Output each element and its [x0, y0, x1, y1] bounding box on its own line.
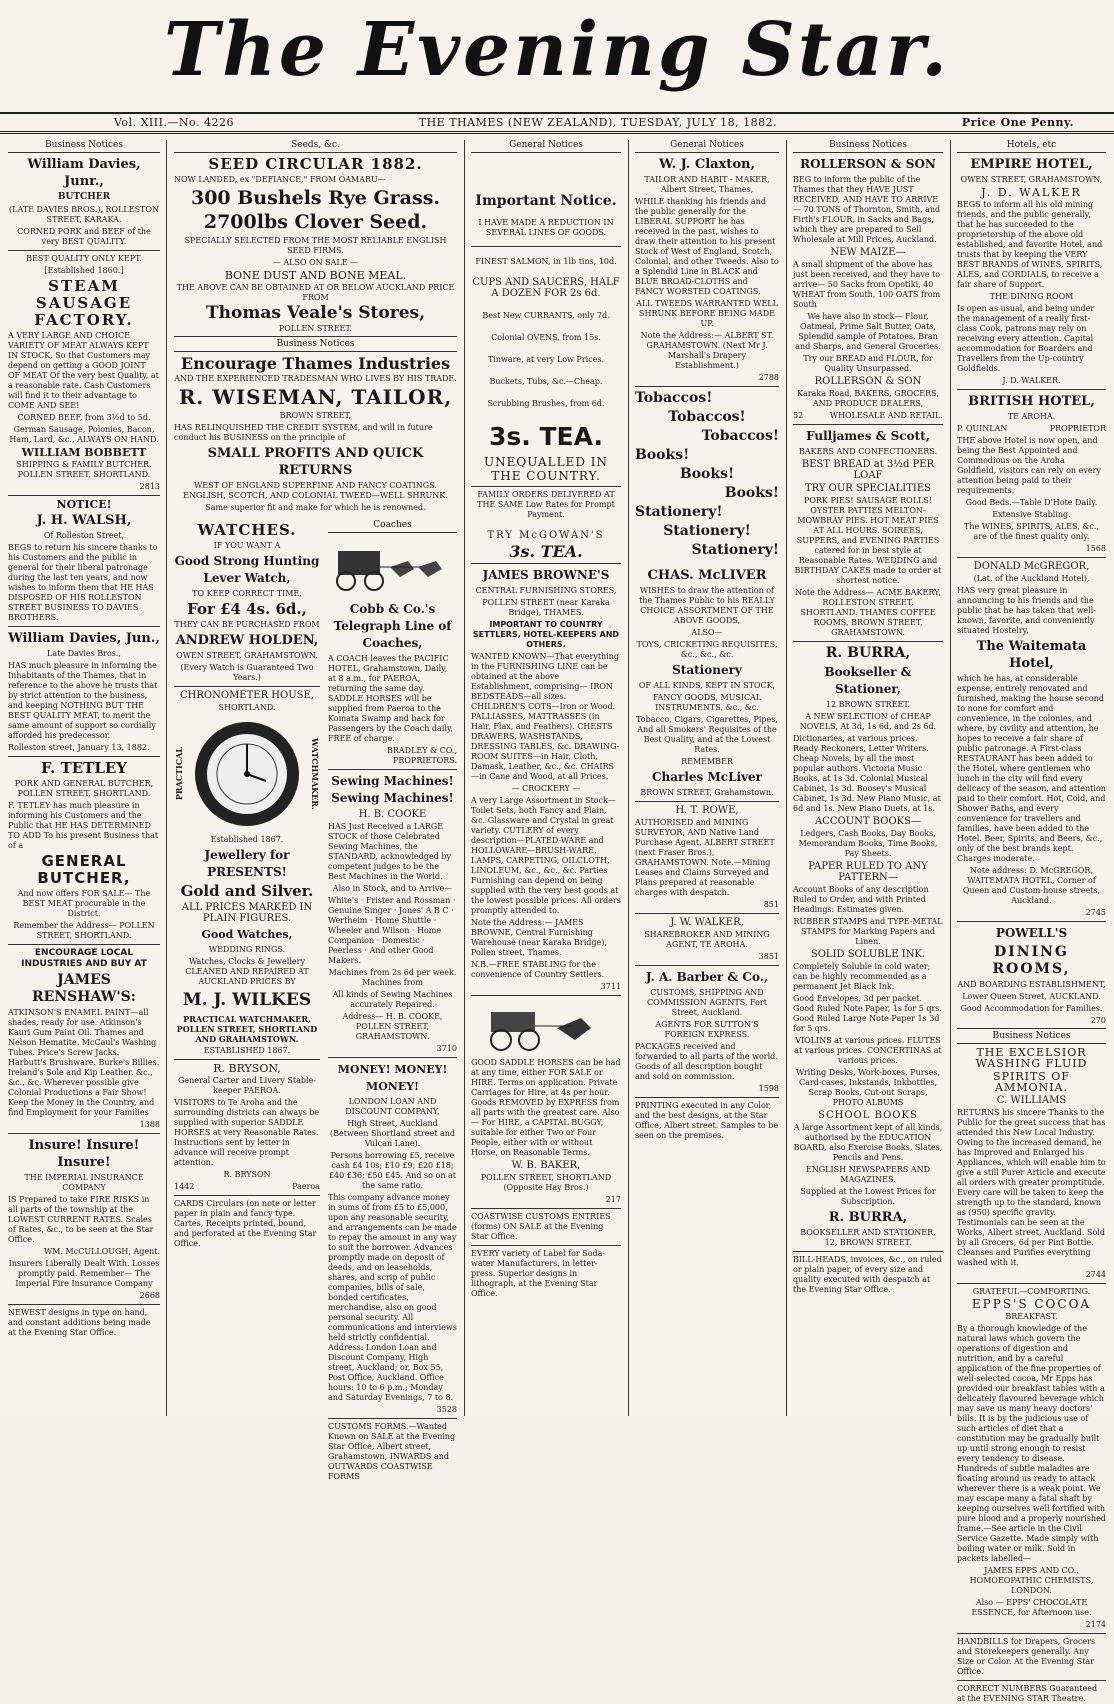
advertiser-name: J. W. WALKER, [670, 917, 744, 928]
ad-address: Note the Address— ACME BAKERY, ROLLESTON STREET, SHORTLAND. THAMES COFFEE ROOMS, BROWN STREET, GRAHAMSTOWN. [795, 588, 941, 637]
ad-number: 3710 [436, 1044, 457, 1053]
ad-number: 2745 [1085, 908, 1106, 917]
ad-body: White's · Frister and Rossman · Genuine Singer · Jones' A B C · Wertheim · Home Shuttle · Wheeler and Wilson · Home Companion · Domestic · Peerless · And other Good Makers. [328, 896, 456, 965]
ad-subheading: (Lat. of the Auckland Hotel), [973, 574, 1090, 583]
ad-heading: Good Strong Hunting Lever Watch, [174, 554, 320, 585]
clock-dial-icon [192, 719, 302, 829]
ad-body: A VERY LARGE AND CHOICE VARIETY OF MEAT ALWAYS KEPT IN STOCK, So that Customers may depend on getting a GOOD JOINT OF MEAT Of the very best Quality, at a reasonable rate. Cash Customers will find it to their advantage to COME AND SEE! [8, 331, 159, 410]
ad-line: Machines from 2s 6d per week. Machines from [328, 968, 457, 987]
ad-line: FINEST SALMON, in 1lb tins, 10d. [475, 257, 617, 266]
ad-body: CUSTOMS FORMS.—Wanted Known on SALE at the Evening Star Office, Albert street, Grahamstown, INWARDS and OUTWARDS COASTWISE FORMS [328, 1422, 456, 1481]
ad-line: TO KEEP CORRECT TIME, [192, 589, 302, 598]
ad-line: German Sausage, Polonies, Bacon, Ham, Lard, &c., ALWAYS ON HAND. [9, 425, 159, 444]
ad-line: ALSO— [691, 628, 723, 637]
columns [0, 140, 1114, 1703]
ad-body: AUTHORISED and MINING SURVEYOR, AND Native Land Purchase Agent, ALBERT STREET (next Fraser Bros.), GRAHAMSTOWN. Note.—Mining Leases and Claims Surveyed and Plans prepared at reasonable charges with despatch. [635, 818, 775, 897]
ad-price: For £4 4s. 6d., [187, 600, 307, 618]
ad-number: 2174 [1085, 1620, 1106, 1629]
ad-heading: 2700lbs Clover Seed. [203, 211, 428, 233]
ad-number: 2813 [139, 482, 160, 491]
advertiser-name: R. BRYSON, [213, 1062, 281, 1075]
ad-subheading: Of Rolleston Street, [43, 531, 125, 540]
ad-body: Dictionaries, at various prices. Ready Reckoners, Letter Writers. Cheap Novels, by all the most popular authors. Victoria Music Books, at 1s 3d. Colonial Musical Cabinet, 1s 3d. Boosey's Musical Cabinet, 1s 3d. New Piano Music, at 6d and 1s. New Piano Duets, at 1s. [793, 734, 941, 813]
ad-body: COASTWISE CUSTOMS ENTRIES (forms) ON SALE at the Evening Star Office. [471, 1212, 611, 1241]
ad-body: GOOD SADDLE HORSES can be had at any time, either FOR SALE or HIRE. Terms on application. Private Carriages for Hire, at 4s per hour. Goods REMOVED by EXPRESS from all parts with the greatest care. Also— For HIRE, a CAPITAL BUGGY, suitable for either Two or Four People, either with or without Horse, on Reasonable Terms. [471, 1058, 621, 1157]
price: Price One Penny. [961, 116, 1074, 129]
dial-label-right: WATCHMAKER. [310, 738, 320, 810]
section-header: Business Notices [957, 1028, 1106, 1044]
ad-date: Rolleston street, January 13, 1882. [8, 743, 150, 752]
ad-body: Tobacco, Cigars, Cigarettes, Pipes, And all Smokers' Requisites of the Best Quality, and at the Lowest Rates. [636, 715, 778, 754]
ad-heading: THE DINING ROOM [989, 292, 1074, 301]
advertiser-name: Charles McLiver [651, 770, 762, 784]
ad-heading: Jewellery for PRESENTS! [204, 848, 290, 879]
ad-heading: ENCOURAGE LOCAL INDUSTRIES AND BUY AT [21, 948, 147, 969]
ad-line: BONE DUST AND BONE MEAL. [224, 269, 407, 282]
ad-heading: Stationery [672, 663, 742, 677]
column-2-top [170, 140, 461, 515]
ad-established: ESTABLISHED 1867. [203, 1046, 291, 1055]
dial-label-left: PRACTICAL [174, 747, 184, 801]
ad-heading: DINING ROOMS, [992, 944, 1071, 977]
ad-body: WANTED KNOWN—That everything in the FURNISHING LINE can be obtained at the above Establishment, comprising— IRON BEDSTEADS—all sizes. CHILDREN'S COTS—Iron or Wood. PALLIASSES, MATTRASSES (in Hair, Flax, and Feathers). CHESTS DRAWERS, WASHSTANDS, DRESSING TABLES, &c. DRAWING-ROOM SUITES—in Hair, Cloth, Damask, Leather, &c., &c. CHAIRS—in Cane and Wood, at all Prices. [471, 652, 620, 781]
ad-body: Watches, Clocks & Jewellery CLEANED AND REPAIRED AT AUCKLAND PRICES BY [185, 957, 309, 986]
ad-line: RUBBER STAMPS and TYPE-METAL STAMPS for Marking Papers and Linen. [793, 917, 943, 946]
proprietor-role: PROPRIETOR [1049, 424, 1106, 433]
ad-subheading: CENTRAL FURNISHING STORES, [475, 586, 617, 595]
ad-body: Completely Soluble in cold water; can be highly recommended as a permanent Jet Black Ink. [793, 962, 931, 991]
ad-number: 52 [793, 411, 804, 420]
ad-body: CUSTOMS, SHIPPING AND COMMISSION AGENTS, Fort Street, Auckland. [647, 988, 767, 1017]
ad-body: HANDBILLS for Drapers, Grocers and Storekeepers generally. Any Size or Color. At the Evening Star Office. [957, 1637, 1096, 1676]
ad-subheading: LONDON LOAN AND DISCOUNT COMPANY, [345, 1097, 440, 1116]
ad-address: BOOKSELLER AND STATIONER, 12, BROWN STREET. [800, 1228, 936, 1247]
ad-subheading: TAILOR AND HABIT - MAKER, Albert Street, Thames, [644, 175, 770, 194]
ad-subheading: PORK AND GENERAL BUTCHER, POLLEN STREET, SHORTLAND. [14, 779, 154, 798]
ad-heading: Cobb & Co.'s Telegraph Line of Coaches, [333, 602, 452, 650]
advertiser-name: BRITISH HOTEL, [968, 394, 1095, 409]
ad-number: 3851 [758, 952, 779, 961]
ad-line: FANCY GOODS, MUSICAL INSTRUMENTS, &c., &c. [652, 693, 762, 712]
section-header: Seeds, &c. [174, 140, 457, 153]
ad-body: HAS RELINQUISHED THE CREDIT SYSTEM, and will in future conduct his BUSINESS on the principle of [174, 423, 433, 442]
section-header: Business Notices [8, 140, 160, 153]
ad-heading: Sewing Machines! Sewing Machines! [331, 774, 454, 805]
ad-body: We have also in stock— Flour, Oatmeal, Prime Salt Butter, Oats, Splendid sample of Potatoes, Bran and Sharps, and General Groceries. [795, 312, 941, 351]
ad-body: CORRECT NUMBERS Guaranteed at the EVENING STAR Theatre. [957, 1684, 1098, 1703]
ad-heading: PAPER RULED TO ANY PATTERN— [808, 861, 928, 883]
ad-subheading: — CROCKERY — [511, 784, 581, 793]
ad-address: SHIPPING & FAMILY BUTCHER, POLLEN STREET, SHORTLAND. [16, 460, 152, 479]
ad-line: OF ALL KINDS, KEPT IN STOCK, [638, 681, 776, 690]
ad-heading: Insure! Insure! Insure! [28, 1138, 140, 1170]
ad-body: ATKINSON'S ENAMEL PAINT—all shades, ready for use. Atkinson's Kauri Gum Paint Oil. Thames and Nelson Hematite. McCaul's Washing Tubes. Price's Screw Jacks. Harbutt's Brushware. Burke's Billies. Ireland's Sole and Kip Leather. &c., &c., &c. Wherever possible give Colonial Productions a Fair Show! Keep the Money in the Country, and find Employment for your Families [8, 1008, 160, 1117]
ad-heading: Stationery! [691, 542, 779, 558]
ad-heading: Good Watches, [201, 928, 293, 941]
ad-role: BUTCHER [57, 192, 111, 202]
ad-subheading: SHORTLAND. [218, 703, 276, 712]
ad-heading: Stationery! [635, 504, 723, 520]
ad-heading: EPPS'S COCOA [971, 1297, 1092, 1311]
ad-body: By a thorough knowledge of the natural laws which govern the operations of digestion and nutrition, and by a careful application of the fine properties of well-selected cocoa, Mr Epps has provided our breakfast tables with a delicately flavoured beverage which may save us many heavy doctors' bills. It is by the judicious use of such articles of diet that a constitution may be gradually built up until strong enough to resist every tendency to disease. Hundreds of subtle maladies are floating around us ready to attack wherever there is a weak point. We may escape many a fatal shaft by keeping ourselves well fortified with pure blood and a properly nourished frame.—See article in the Civil Service Gazette. Made simply with boiling water or milk. Sold in packets labelled— [957, 1324, 1106, 1563]
section-header: Hotels, etc [957, 140, 1106, 153]
ad-body: SHAREBROKER AND MINING AGENT, TE AROHA. [644, 930, 770, 949]
ad-subheading: Also in Stock, and to Arrive— [332, 884, 453, 893]
ad-body: EVERY variety of Label for Soda-water Manufacturers, in letter-press. Superior designs in lithograph, at the Evening Star Office. [471, 1249, 606, 1298]
ad-body: A small shipment of the above has just been received, and they have to arrive— 50 Sacks from Opotiki, 40 WHEAT from South, 100 OATS from South [793, 260, 941, 309]
ad-line: FAMILY ORDERS DELIVERED AT THE SAME Low Rates for Prompt Payment. [477, 490, 615, 519]
ad-line: TOYS, CRICKETING REQUISITES, &c., &c., &c. [636, 640, 778, 659]
ad-line: Tinware, at very Low Prices. [487, 355, 605, 364]
column-6 [953, 140, 1110, 1703]
ad-address: BROWN STREET, Grahamstown. [640, 788, 774, 797]
ad-address: POLLEN STREET, SHORTLAND (Opposite Hay Bros.) [480, 1173, 612, 1192]
ad-heading: SEED CIRCULAR 1882. [208, 155, 423, 173]
ad-body: PORK PIES! SAUSAGE ROLLS! OYSTER PATTIES MELTON-MOWBRAY PIES. HOT MEAT PIES AT ALL HOURS. SOIREES, SUPPERS, and EVENING PARTIES catered for in best style at Reasonable Rates. WEDDING and BIRTHDAY CAKES made to order at shortest notice. [794, 496, 942, 585]
ad-heading: 3s. TEA. [509, 542, 583, 561]
ad-line: Also — EPPS' CHOCOLATE ESSENCE, for Afternoon use. [971, 1598, 1092, 1617]
ad-heading: SOLID SOLUBLE INK. [810, 949, 926, 960]
ad-body: And now offers FOR SALE— The BEST MEAT procurable in the District. [17, 889, 151, 918]
ad-body: N.B.—FREE STABLING for the convenience of Country Settlers. [471, 960, 605, 979]
column-5 [789, 140, 947, 1416]
ad-number: 1598 [758, 1084, 779, 1093]
advertiser-name: CHAS. McLIVER [647, 568, 767, 583]
ad-signature: BRADLEY & CO., PROPRIETORS. [386, 746, 457, 765]
ad-address: OWEN STREET, GRAHAMSTOWN. [176, 651, 318, 660]
proprietor-name: P. QUINLAN [957, 424, 1008, 433]
advertiser-name: ROLLERSON & SON [814, 376, 922, 387]
ad-heading: Tobaccos! [668, 409, 746, 425]
ad-address: POLLEN STREET. [278, 324, 353, 333]
ad-line: Supplied at the Lowest Prices for Subscription. [800, 1187, 936, 1206]
ad-body: VIOLINS at various prices. FLUTES at various prices. CONCERTINAS at various prices. [794, 1036, 942, 1065]
ad-heading: ACCOUNT BOOKS— [814, 816, 921, 827]
ad-heading: CHRONOMETER HOUSE, [180, 690, 314, 701]
place-date: THE THAMES (NEW ZEALAND), TUESDAY, JULY 18, 1882. [418, 116, 778, 129]
ad-address: JAMES EPPS AND CO., HOMOEOPATHIC CHEMISTS, LONDON. [969, 1566, 1094, 1595]
ad-body: Ledgers, Cash Books, Day Books, Memorandum Books, Time Books, Pay Sheets. [798, 829, 938, 858]
ad-number: 3528 [436, 1405, 457, 1414]
ad-heading: NOTICE! [56, 498, 112, 511]
newspaper-title: The Evening Star. [164, 7, 950, 93]
ad-line: Good Accommodation for Families. [960, 1004, 1103, 1013]
ad-address: OWEN STREET, GRAHAMSTOWN, [960, 175, 1103, 184]
ad-line: ALL TWEEDS WARRANTED WELL SHRUNK BEFORE BEING MADE UP. [636, 299, 778, 328]
ad-body: A COACH leaves the PACIFIC HOTEL, Grahamstown, Daily, at 8 a.m., for PAEROA, returning the same day. SADDLE HORSES will be supplied from Paeroa to the Komata Swamp and back for Passengers by the Coach daily, FREE of charge. [328, 654, 453, 743]
advertiser-name: W. J. Claxton, [659, 157, 755, 172]
ad-body: Is open as usual, and being under the management of a really first-class Cook, patrons may rely on receiving every attention. Capital accommodation for Boarders and Travellers from the Up-country Goldfields. [957, 304, 1095, 373]
advertiser-name: WILLIAM BOBBETT [21, 446, 147, 459]
masthead [0, 0, 1114, 110]
ad-body: PACKAGES received and forwarded to all parts of the world. Goods of all description bought and sold on commission. [635, 1042, 778, 1081]
ad-line: BEST BREAD at 3½d PER LOAF [801, 459, 935, 481]
ad-line: THE ABOVE CAN BE OBTAINED AT OR BELOW AUCKLAND PRICE FROM [176, 283, 455, 302]
ad-address: Address— H. B. COOKE, POLLEN STREET, GRAHAMSTOWN. [342, 1012, 443, 1041]
ad-body: Account Books of any description Ruled to Order, and with Printed Headings: Estimates given. [793, 885, 929, 914]
ad-heading: IMPORTANT TO COUNTRY SETTLERS, HOTEL-KEEPERS AND OTHERS. [472, 620, 620, 649]
advertiser-name: POWELL'S [995, 926, 1068, 940]
ad-body: BEGS to return his sincere thanks to his Customers and the public in general for their liberal patronage during the last ten years, and now wishes to inform them that HE HAS DISPOSED OF HIS ROLLESTON STREET BUSINESS TO DAVIES BROTHERS. [8, 543, 158, 622]
ad-line: TRY OUR SPECIALITIES [804, 483, 932, 494]
ad-heading: Important Notice. [475, 193, 617, 209]
advertiser-name: H. B. COOKE [358, 809, 427, 820]
ad-body: HAS Just Received a LARGE STOCK of those Celebrated Sewing Machines, the STANDARD, acknowledged by competent judges to be the Best Machines in the World. [328, 822, 452, 881]
ad-body: PRINTING executed in any Color, and the best designs, at the Star Office, Albert street. Samples to be seen on the premises. [635, 1101, 779, 1140]
column-4 [631, 140, 783, 1416]
ad-line: CORNED PORK and BEEF of the very BEST QUALITY. [17, 227, 151, 246]
ad-line: ALL PRICES MARKED IN PLAIN FIGURES. [181, 902, 313, 924]
ad-number: 3711 [600, 982, 621, 991]
ad-number: 851 [763, 900, 779, 909]
ad-line: The WINES, SPIRITS, ALES, &c., are of the finest quality only. [964, 522, 1099, 541]
section-header: Business Notices [793, 140, 943, 153]
ad-line: (Every Watch is Guaranteed Two Years.) [180, 663, 314, 682]
ad-heading: SMALL PROFITS AND QUICK RETURNS [207, 446, 424, 478]
ad-heading: Tobaccos! [635, 390, 713, 406]
ad-body: Same superior fit and make for which he is renowned. [205, 503, 426, 512]
ad-body: A NEW SELECTION of CHEAP NOVELS, At 3d, 1s 6d, and 2s 6d. [799, 712, 937, 731]
ad-body: WEST OF ENGLAND SUPERFINE AND FANCY COATINGS. ENGLISH, SCOTCH, AND COLONIAL TWEED—WELL SHRUNK. [183, 481, 448, 500]
ad-line: Try our BREAD and FLOUR, for Quality Unsurpassed. [803, 354, 933, 373]
ad-heading: SCHOOL BOOKS [818, 1110, 918, 1121]
ad-body: A very Large Assortment in Stock—Toilet Sets, both Fancy and Plain, &c. Glassware and Crystal in great variety. CUTLERY of every description—PLATED-WARE and HOLLOWARE—BRUSH-WARE, LAMPS, CARPETING, OILCLOTH, LINOLEUM, &c., &c., &c. Parties Furnishing can depend on being supplied with the very best goods at the lowest possible prices. All orders promptly attended to. [471, 796, 621, 915]
ad-subheading: General Carter and Livery Stable-keeper PAEROA. [178, 1076, 316, 1095]
ad-subheading: AND BOARDING ESTABLISHMENT, [957, 980, 1106, 989]
ad-line: WEDDING RINGS. [208, 945, 286, 954]
ad-line: UNEQUALLED IN THE COUNTRY. [484, 455, 608, 483]
advertiser-name: ROLLERSON & SON [800, 157, 936, 171]
ad-heading: STEAM SAUSAGE FACTORY. [34, 277, 134, 329]
ad-line: THEY CAN BE PURCHASED FROM [174, 620, 320, 629]
ad-body: VISITORS to Te Aroha and the surrounding districts can always be supplied with superior SADDLE HORSES at very Reasonable Rates. Instructions sent by letter in advance will receive prompt attention. [174, 1098, 320, 1167]
ad-heading: SPIRITS OF AMMONIA. [993, 1070, 1070, 1094]
ad-line: NOW LANDED, ex "DEFIANCE," FROM OAMARU— [174, 175, 386, 184]
ad-body: WHILE thanking his friends and the public generally for the LIBERAL SUPPORT he has received in the past, wishes to draw their attention to his present Stock of West of England, Scotch, Colonial, and other Tweeds. Also to a Splendid Line in BLACK and BLUE BROAD-CLOTHS and FANCY WORSTED COATINGS. [635, 197, 779, 296]
ad-line: REMEMBER [681, 757, 733, 766]
ad-line: SPECIALLY SELECTED FROM THE MOST RELIABLE ENGLISH SEED FIRMS. [184, 236, 447, 255]
ad-subheading: Bookseller & Stationer, [824, 665, 912, 696]
ad-body: BEG to inform the public of the Thames that they HAVE JUST RECEIVED, AND HAVE TO ARRIVE— 70 TONS of Thornton, Smith, and Firth's FLOUR, in Sacks and Bags, which they are prepared to Sell Wholesale at Mill Prices, Auckland. [793, 175, 941, 244]
ad-line: Scrubbing Brushes, from 6d. [487, 399, 605, 408]
advertiser-name: R. BURRA, [825, 645, 911, 661]
ad-subheading: Karaka Road, BAKERS, GROCERS, AND PRODUCE DEALERS, [797, 389, 939, 408]
ad-heading: Books! [635, 447, 690, 463]
ad-body: RETURNS his sincere Thanks to the Public for the great success that has attended this New Local Industry. Owing to the increased demand, he has Improved and Enlarged his Appliances, which will enable him to give a still Purer Article and execute all orders with greater promptitude. Every care will be taken to keep the strength up to the standard, known as (950) specific gravity. Testimonials can be seen at the Works, Albert street, Auckland. Sold by all Grocers, 6d per Pint Bottle. Cleanses and Purifies everything washed with it. [957, 1108, 1106, 1267]
ad-heading: THE EXCELSIOR WASHING FLUID [975, 1046, 1088, 1070]
section-header: Business Notices [174, 336, 457, 352]
ad-signature: J. D. WALKER. [1002, 376, 1061, 385]
ad-number: 1388 [139, 1120, 160, 1129]
ad-body: IS Prepared to take FIRE RISKS in all parts of the township at the LOWEST CURRENT RATES. Scales of Rates, &c., to be seen at the Star Office. [8, 1195, 154, 1244]
ad-body: Persons borrowing £5, receive cash £4 10s; £10 £9; £20 £18; £40 £36; £50 £45. And so on at the same ratio. [328, 1151, 457, 1190]
advertiser-name: William Davies, Junr., [27, 157, 141, 189]
advertiser-name: R. BURRA, [828, 1210, 908, 1225]
ad-body: which he has, at considerable expense, entirely renovated and furnished, making the house second to none for comfort and convenience, in the colonies, and where, by civility and attention, he hopes to receive a fair share of public patronage. A First-class RESTAURANT has been added to the Hotel, where gentlemen who lunch in the city will find every delicacy of the season, and attention paid to their comfort. Hot, Cold, and Shower Baths, and every convenience for travellers and families, have been added to the Hotel. Beer, Spirits, and Beers, &c., only of the best brands kept. Charges moderate. [957, 674, 1106, 863]
ad-address: High Street, Auckland (Between Shortland street and Vulcan Lane). [329, 1119, 455, 1148]
advertiser-name: M. J. WILKES [182, 990, 312, 1010]
column-2-lower [170, 520, 324, 1416]
ad-line: CUPS AND SAUCERS, HALF A DOZEN FOR 2s 6d. [472, 277, 620, 299]
ad-body: THE above Hotel is now open, and being the Best Appointed and Commodious on the Aroha Goldfield, visitors can rely on every attention being paid to their requirements. [957, 436, 1101, 495]
column-3 [467, 140, 625, 1416]
ad-number: 2744 [1085, 1270, 1106, 1279]
ad-body: Writing Desks, Work-boxes, Purses, Card-cases, Inkstands, Inkbottles, Scrap Books, Cut-out Scraps, PHOTO ALBUMS [795, 1068, 941, 1107]
ad-number: 217 [605, 1195, 621, 1204]
ad-heading: Gold and Silver. [180, 882, 314, 900]
ad-number: 1568 [1085, 544, 1106, 553]
advertiser-name: William Davies, Jun., [8, 631, 160, 646]
ad-address: PRACTICAL WATCHMAKER, POLLEN STREET, SHORTLAND AND GRAHAMSTOWN. [176, 1014, 318, 1044]
ad-number: 1442 [174, 1182, 195, 1191]
ad-subheading: GRATEFUL—COMFORTING. [972, 1287, 1091, 1296]
ad-address: Note address: D. McGREGOR, WAITEMATA HOTEL, Corner of Queen and Custom-house streets, Auckland. [962, 866, 1101, 905]
ad-line: CORNED BEEF, from 3½d to 5d. [17, 413, 151, 422]
ad-place: Paeroa [292, 1182, 320, 1191]
ad-line: All kinds of Sewing Machines accurately Repaired. [332, 990, 453, 1009]
ad-heading: The Waitemata Hotel, [976, 639, 1087, 671]
ad-subheading: TE AROHA. [1007, 412, 1056, 421]
ad-established: Established 1867. [210, 835, 284, 844]
ad-body: HAS very great pleasure in announcing to his friends and the public that he has taken that well-known, favorite, and conveniently situated Hostelry, [957, 586, 1096, 635]
ad-line: Extensive Stabling. [992, 510, 1071, 519]
ad-address: Note the Address:— ALBERT ST. GRAHAMSTOWN. (Next Mr J. Marshall's Drapery Establishment.) [640, 331, 774, 370]
ad-signature: R. BRYSON [223, 1170, 271, 1179]
advertiser-name: R. WISEMAN, TAILOR, [178, 385, 453, 409]
carriage-illustration-icon [481, 1000, 611, 1054]
column-1 [4, 140, 164, 1416]
advertiser-name: J. A. Barber & Co., [645, 970, 769, 984]
volume-number: Vol. XIII.—No. 4226 [114, 116, 234, 129]
ad-body: BILL-HEADS, invoices, &c., on ruled or plain paper, of every size and quality executed with despatch at the Evening Star Office. [793, 1255, 942, 1294]
advertiser-name: ANDREW HOLDEN, [175, 633, 319, 648]
advertiser-name: J. D. WALKER [981, 186, 1082, 199]
advertiser-name: DONALD McGREGOR, [973, 561, 1090, 572]
ad-line: IF YOU WANT A [213, 541, 281, 550]
ad-address: 12 BROWN STREET. [825, 700, 911, 709]
ad-body: F. TETLEY has much pleasure in informing his Customers and the Public that HE HAS DETERMINED TO ADD To his present Business that of a [8, 801, 159, 850]
ad-line: — ALSO ON SALE — [272, 258, 359, 267]
section-header: General Notices [635, 140, 779, 153]
ad-line: Colonial OVENS, from 15s. [491, 333, 601, 342]
ad-agent: WM. McCULLOUGH, Agent. [44, 1247, 160, 1256]
ad-line: Good Beds.—Table D'Hote Daily. [965, 498, 1098, 507]
ad-line: WHOLESALE AND RETAIL. [829, 411, 943, 420]
ad-body: NEWEST designs in type on hand, and constant additions being made at the Evening Star Office. [8, 1308, 151, 1337]
ad-line: AGENTS FOR SUTTON'S FOREIGN EXPRESS. [655, 1020, 759, 1039]
advertiser-name: C. WILLIAMS [996, 1095, 1067, 1106]
ad-line: BEST QUALITY ONLY KEPT. [26, 254, 142, 263]
ad-line: I HAVE MADE A REDUCTION IN SEVERAL LINES OF GOODS. [478, 218, 614, 237]
section-header: General Notices [471, 140, 621, 153]
ad-subheading: Late Davies Bros., [47, 649, 121, 658]
advertiser-name: JAMES BROWNE'S [482, 568, 610, 582]
ad-subheading: THE IMPERIAL INSURANCE COMPANY [24, 1173, 144, 1192]
ad-number: 270 [1090, 1016, 1106, 1025]
ad-address: (LATE DAVIES BROS.), ROLLESTON STREET, KARAKA. [9, 205, 159, 224]
ad-heading: ENGLISH NEWSPAPERS AND MAGAZINES. [805, 1165, 931, 1184]
ad-address: Remember the Address— POLLEN STREET, SHORTLAND. [13, 921, 155, 940]
ad-address: Note the Address:— JAMES BROWNE, Central Furnishing Warehouse (near Karaka Bridge), Pollen street, Thames. [471, 918, 607, 957]
advertiser-name: J. H. WALSH, [36, 513, 132, 528]
ad-line: Buckets, Tubs, &c.—Cheap. [489, 377, 603, 386]
ad-number: 2788 [758, 373, 779, 382]
advertiser-name: Fulljames & Scott, [806, 429, 930, 443]
advertiser-name: H. T. ROWE, [675, 805, 739, 816]
ad-body: This company advance money in sums of from £5 to £5,000, upon any reasonable security, and arrangements can be made to repay the amount in any way to suit the borrower. Advances promptly made on deposit of deeds, and on leaseholds, shares, and scrip of public companies, bills of sale, bonded certificates, merchandise, also on good personal security. All communications and interviews held strictly confidential. Address: London Loan and Discount Company, High street, Auckland; or, Box 55, Post Office, Auckland. Office hours: 10 to 6 p.m.; Monday and Saturday Evenings, 7 to 8. [328, 1193, 457, 1402]
ad-heading: Encourage Thames Industries [180, 354, 451, 373]
ad-body: HAS much pleasure in informing the Inhabitants of the Thames, that in reference to the above he trusts that by strict attention to the business, and keeping NOTHING BUT THE BEST QUALITY MEAT, to merit the same amount of support so cordially afforded his predecessor. [8, 661, 158, 740]
ad-heading: Stationery! [663, 523, 751, 539]
ad-body: A large Assortment kept of all kinds, authorised by the EDUCATION BOARD, also Exercise Books, Slates, Pencils and Pens. [793, 1123, 943, 1162]
ad-heading: GENERAL BUTCHER, [37, 852, 131, 887]
ad-subheading: BAKERS AND CONFECTIONERS. [798, 447, 938, 456]
advertiser-name: EMPIRE HOTEL, [970, 157, 1093, 172]
ad-address: BROWN STREET, [279, 411, 352, 420]
coach-illustration-icon [330, 537, 455, 597]
ad-heading: 300 Bushels Rye Grass. [190, 187, 441, 209]
ad-heading: Tobaccos! [701, 428, 779, 444]
ad-heading: MONEY! MONEY! MONEY! [337, 1063, 448, 1093]
ad-body: Good Envelopes, 3d per packet. Good Ruled Note Paper, 1s for 5 qrs. Good Ruled Large Note Paper 1s 3d for 5 qrs. [793, 994, 942, 1033]
ad-number: 2668 [139, 1291, 160, 1300]
ad-heading: 3s. TEA. [489, 422, 603, 451]
ad-body: CARDS Circulars (on note or letter paper in plain and fancy type. Cartes, Receipts printed, bound, and perforated at the Evening Star Office. [174, 1199, 317, 1248]
ad-address: POLLEN STREET (near Karaka Bridge), THAMES. [482, 598, 610, 617]
ad-body: BEGS to inform all his old mining friends, and the public generally, that he has succeeded to the proprietorship of the above old established, and favorite Hotel, and trusts that by keeping the VERY BEST BRANDS of WINES, SPIRITS, ALES, and CORDIALS, to receive a fair share of Support. [957, 200, 1103, 289]
ad-heading: Books! [724, 485, 779, 501]
ad-line: TRY McGOWAN'S [487, 530, 605, 541]
dateline [0, 112, 1114, 134]
ad-address: Lower Queen Street, AUCKLAND. [962, 992, 1101, 1001]
ad-subheading: AND THE EXPERIENCED TRADESMAN WHO LIVES BY HIS TRADE. [174, 374, 457, 383]
ad-body: WISHES to draw the attention of the Thames Public to his REALLY CHOICE ASSORTMENT OF THE ABOVE GOODS, [639, 586, 775, 625]
ad-established: [Established 1860.] [44, 266, 124, 275]
ad-heading: NEW MAIZE— [830, 247, 906, 258]
ad-body: Insurers Liberally Dealt With. Losses promptly paid. Remember— The Imperial Fire Insurance Company [8, 1259, 160, 1288]
ad-heading: WATCHES. [197, 521, 297, 539]
ad-line: Best New CURRANTS, only 7d. [482, 311, 610, 320]
section-header: Coaches [328, 520, 457, 533]
ad-subheading: BREAKFAST. [1005, 1312, 1058, 1321]
ad-heading: Books! [679, 466, 735, 482]
advertiser-name: JAMES RENSHAW'S: [32, 972, 136, 1005]
advertiser-name: F. TETLEY [40, 759, 128, 777]
advertiser-name: Thomas Veale's Stores, [206, 303, 425, 323]
column-coaches [324, 520, 461, 1481]
advertiser-name: W. B. BAKER, [511, 1160, 581, 1171]
